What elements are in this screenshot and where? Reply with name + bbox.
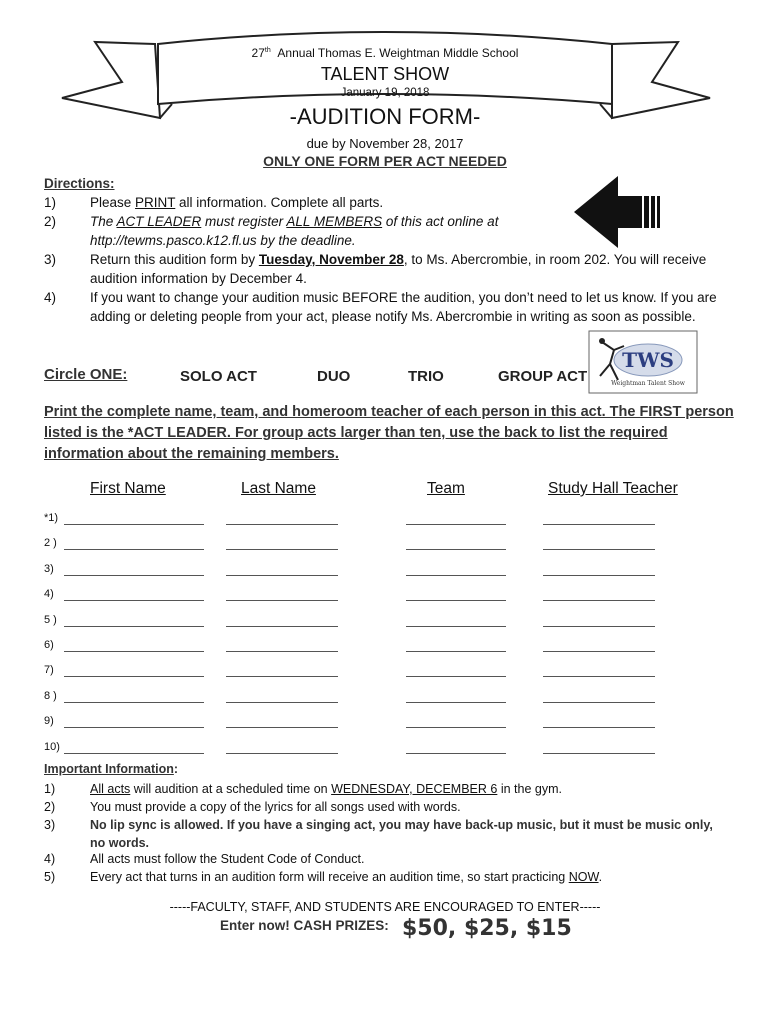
last-name-blank[interactable]	[226, 549, 338, 550]
col-study-hall-teacher: Study Hall Teacher	[548, 480, 678, 497]
row-number: 8 )	[44, 689, 57, 702]
important-item: 5) Every act that turns in an audition form will receive an audition time, so start practicing NOW.	[44, 870, 603, 884]
first-name-blank[interactable]	[64, 676, 204, 677]
first-name-blank[interactable]	[64, 702, 204, 703]
important-item: 2) You must provide a copy of the lyrics for all songs used with words.	[44, 800, 461, 814]
option-trio[interactable]: TRIO	[408, 368, 444, 385]
team-blank[interactable]	[406, 626, 506, 627]
form-title: -AUDITION FORM-	[289, 104, 481, 129]
team-blank[interactable]	[406, 727, 506, 728]
teacher-blank[interactable]	[543, 549, 655, 550]
last-name-blank[interactable]	[226, 676, 338, 677]
teacher-blank[interactable]	[543, 626, 655, 627]
team-blank[interactable]	[406, 651, 506, 652]
last-name-blank[interactable]	[226, 626, 338, 627]
cash-prizes: $50, $25, $15	[402, 916, 572, 941]
first-name-blank[interactable]	[64, 575, 204, 576]
important-item: 1) All acts will audition at a scheduled time on WEDNESDAY, DECEMBER 6 in the gym.	[44, 782, 562, 796]
first-name-blank[interactable]	[64, 626, 204, 627]
team-blank[interactable]	[406, 524, 506, 525]
encouraged-line: -----FACULTY, STAFF, AND STUDENTS ARE ENCOURAGED TO ENTER-----	[169, 900, 601, 914]
row-number: 9)	[44, 715, 54, 728]
row-number: 10)	[44, 740, 60, 753]
one-form-notice: ONLY ONE FORM PER ACT NEEDED	[263, 153, 507, 169]
last-name-blank[interactable]	[226, 753, 338, 754]
team-blank[interactable]	[406, 753, 506, 754]
option-group[interactable]: GROUP ACT	[498, 368, 588, 385]
teacher-blank[interactable]	[543, 651, 655, 652]
row-number: *1)	[44, 512, 59, 524]
option-solo[interactable]: SOLO ACT	[180, 368, 257, 385]
row-number: 6)	[44, 639, 54, 651]
svg-text:Weightman Talent Show: Weightman Talent Show	[611, 380, 685, 387]
direction-item: 1) Please PRINT all information. Complete all parts.	[44, 195, 384, 210]
direction-item: 3) Return this audition form by Tuesday, November 28, to Ms. Abercrombie, in room 202. You will receive audition information by December 4.	[44, 252, 707, 286]
row-number: 3)	[44, 562, 54, 575]
col-first-name: First Name	[90, 480, 166, 497]
event-date: January 19, 2018	[340, 87, 430, 99]
row-number: 5 )	[44, 613, 57, 626]
last-name-blank[interactable]	[226, 524, 338, 525]
teacher-blank[interactable]	[543, 702, 655, 703]
school-line: 27th Annual Thomas E. Weightman Middle School	[251, 46, 519, 60]
due-date: due by November 28, 2017	[306, 136, 464, 151]
first-name-blank[interactable]	[64, 651, 204, 652]
teacher-blank[interactable]	[543, 676, 655, 677]
option-duo[interactable]: DUO	[317, 368, 351, 385]
team-blank[interactable]	[406, 549, 506, 550]
direction-item: 4) If you want to change your audition music BEFORE the audition, you don’t need to let us know. If you are adding or deleting people from your act, please notify Ms. Abercrombie in writing as soon as possible.	[44, 290, 717, 324]
important-title: Important Information:	[44, 762, 179, 776]
row-number: 2 )	[44, 537, 57, 550]
last-name-blank[interactable]	[226, 651, 338, 652]
teacher-blank[interactable]	[543, 753, 655, 754]
team-blank[interactable]	[406, 676, 506, 677]
first-name-blank[interactable]	[64, 549, 204, 550]
row-number: 4)	[44, 588, 54, 601]
important-item: 3) No lip sync is allowed. If you have a singing act, you may have back-up music, but it must be music only, no words.	[44, 818, 713, 850]
team-blank[interactable]	[406, 702, 506, 703]
direction-item: 2) The ACT LEADER must register ALL MEMBERS of this act online at http://tewms.pasco.k12.fl.us by the deadline.	[44, 214, 499, 248]
team-blank[interactable]	[406, 600, 506, 601]
first-name-blank[interactable]	[64, 600, 204, 601]
enter-now: Enter now! CASH PRIZES:	[220, 918, 389, 933]
print-instructions: Print the complete name, team, and homeroom teacher of each person in this act. The FIRST person listed is the *ACT LEADER. For group acts larger than ten, use the back to list the required information about the remaining members.	[44, 404, 734, 462]
first-name-blank[interactable]	[64, 524, 204, 525]
last-name-blank[interactable]	[226, 600, 338, 601]
last-name-blank[interactable]	[226, 702, 338, 703]
col-last-name: Last Name	[241, 480, 316, 497]
talent-show-logo	[588, 330, 698, 394]
important-item: 4) All acts must follow the Student Code of Conduct.	[44, 852, 365, 866]
first-name-blank[interactable]	[64, 727, 204, 728]
last-name-blank[interactable]	[226, 727, 338, 728]
circle-one-label: Circle ONE:	[44, 366, 128, 383]
last-name-blank[interactable]	[226, 575, 338, 576]
row-number: 7)	[44, 664, 54, 677]
teacher-blank[interactable]	[543, 524, 655, 525]
svg-text:TWS: TWS	[622, 348, 674, 372]
directions-title: Directions:	[44, 176, 115, 191]
first-name-blank[interactable]	[64, 753, 204, 754]
event-title: TALENT SHOW	[320, 64, 450, 84]
teacher-blank[interactable]	[543, 575, 655, 576]
col-team: Team	[427, 480, 465, 497]
teacher-blank[interactable]	[543, 600, 655, 601]
teacher-blank[interactable]	[543, 727, 655, 728]
team-blank[interactable]	[406, 575, 506, 576]
